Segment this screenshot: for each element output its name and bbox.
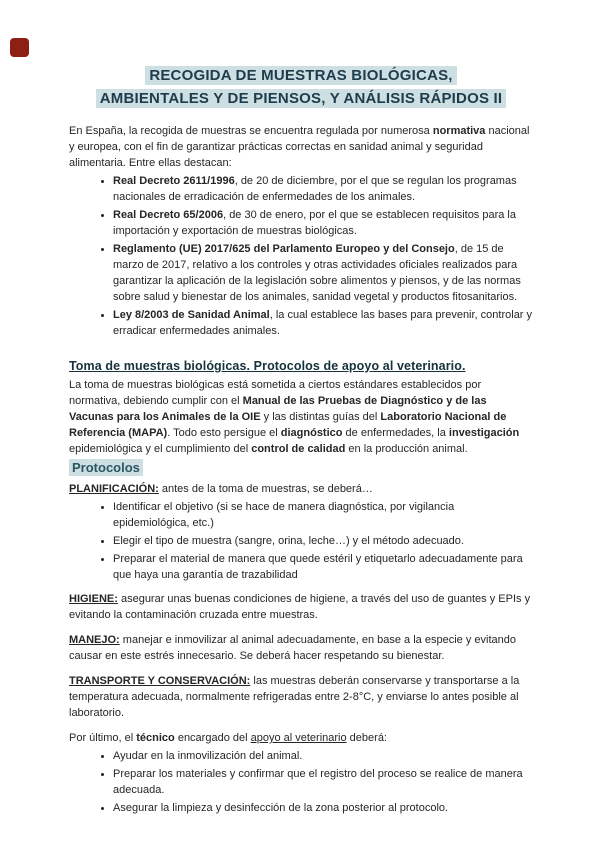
handling-paragraph: MANEJO: manejar e inmovilizar al animal adecuadamente, en base a la especie y evitando causar en este estrés innecesario. Se deberá hacer respetando su bienestar. [69,634,516,662]
section-paragraph: La toma de muestras biológicas está sometida a ciertos estándares establecidos por normativa, debiendo cumplir con el Manual de las Pruebas de Diagnóstico y de las Vacunas para los Animales de la OIE y las distintas guías del Laboratorio Nacional de Referencia (MAPA). Todo esto persigue el diagnóstico de enfermedades, la investigación epidemiológica y el cumplimiento del control de calidad en la producción animal. [69,379,520,455]
list-item: • Identificar el objetivo (si se hace de manera diagnóstica, por vigilancia epidemiológica, etc.) [113,499,533,531]
bookmark-icon [10,38,29,57]
subsection-heading-protocolos [69,460,533,475]
document-content [69,64,533,824]
list-item: • Real Decreto 65/2006, de 30 de enero, por el que se establecen requisitos para la importación y exportación de muestras biológicas. [113,207,533,239]
page-title-line2: AMBIENTALES Y DE PIENSOS, Y ANÁLISIS RÁPIDOS II [96,89,507,108]
list-item: • Ayudar en la inmovilización del animal. [113,748,533,764]
page-title [69,64,533,110]
page-title-line1: RECOGIDA DE MUESTRAS BIOLÓGICAS, [145,66,456,85]
planning-list [69,499,533,583]
list-item: • Preparar los materiales y confirmar que el registro del proceso se realice de manera adecuada. [113,766,533,798]
subsection-heading-label: Protocolos [69,459,143,476]
list-item: • Asegurar la limpieza y desinfección de la zona posterior al protocolo. [113,800,533,816]
list-item: • Reglamento (UE) 2017/625 del Parlamento Europeo y del Consejo, de 15 de marzo de 2017, relativo a los controles y otras actividades oficiales realizados para garantizar la aplicación de la legislación sobre alimentos y piensos, y de las normas sobre salud y bienestar de los animales, sanidad vegetal y productos fitosanitarios. [113,241,533,305]
intro-paragraph: En España, la recogida de muestras se encuentra regulada por numerosa normativa nacional y europea, con el fin de garantizar prácticas correctas en sanidad animal y seguridad alimentaria. Entre ellas destacan: [69,125,530,169]
closing-paragraph: Por último, el técnico encargado del apoyo al veterinario deberá: [69,732,387,744]
list-item: • Preparar el material de manera que quede estéril y etiquetarlo adecuadamente para que haya una garantía de trazabilidad [113,551,533,583]
regulations-list [69,173,533,339]
list-item: • Real Decreto 2611/1996, de 20 de diciembre, por el que se regulan los programas nacionales de erradicación de enfermedades de los animales. [113,173,533,205]
list-item: • Elegir el tipo de muestra (sangre, orina, leche…) y el método adecuado. [113,533,533,549]
section-heading: Toma de muestras biológicas. Protocolos de apoyo al veterinario. [69,359,466,373]
planning-paragraph: PLANIFICACIÓN: antes de la toma de muestras, se deberá… [69,483,373,495]
closing-list [69,748,533,816]
hygiene-paragraph: HIGIENE: asegurar unas buenas condiciones de higiene, a través del uso de guantes y EPIs y evitando la contaminación cruzada entre muestras. [69,593,531,621]
transport-paragraph: TRANSPORTE Y CONSERVACIÓN: las muestras deberán conservarse y transportarse a la temperatura adecuada, normalmente refrigeradas entre 2-8°C, y enviarse lo antes posible al laboratorio. [69,675,520,719]
list-item: • Ley 8/2003 de Sanidad Animal, la cual establece las bases para prevenir, controlar y erradicar enfermedades animales. [113,307,533,339]
